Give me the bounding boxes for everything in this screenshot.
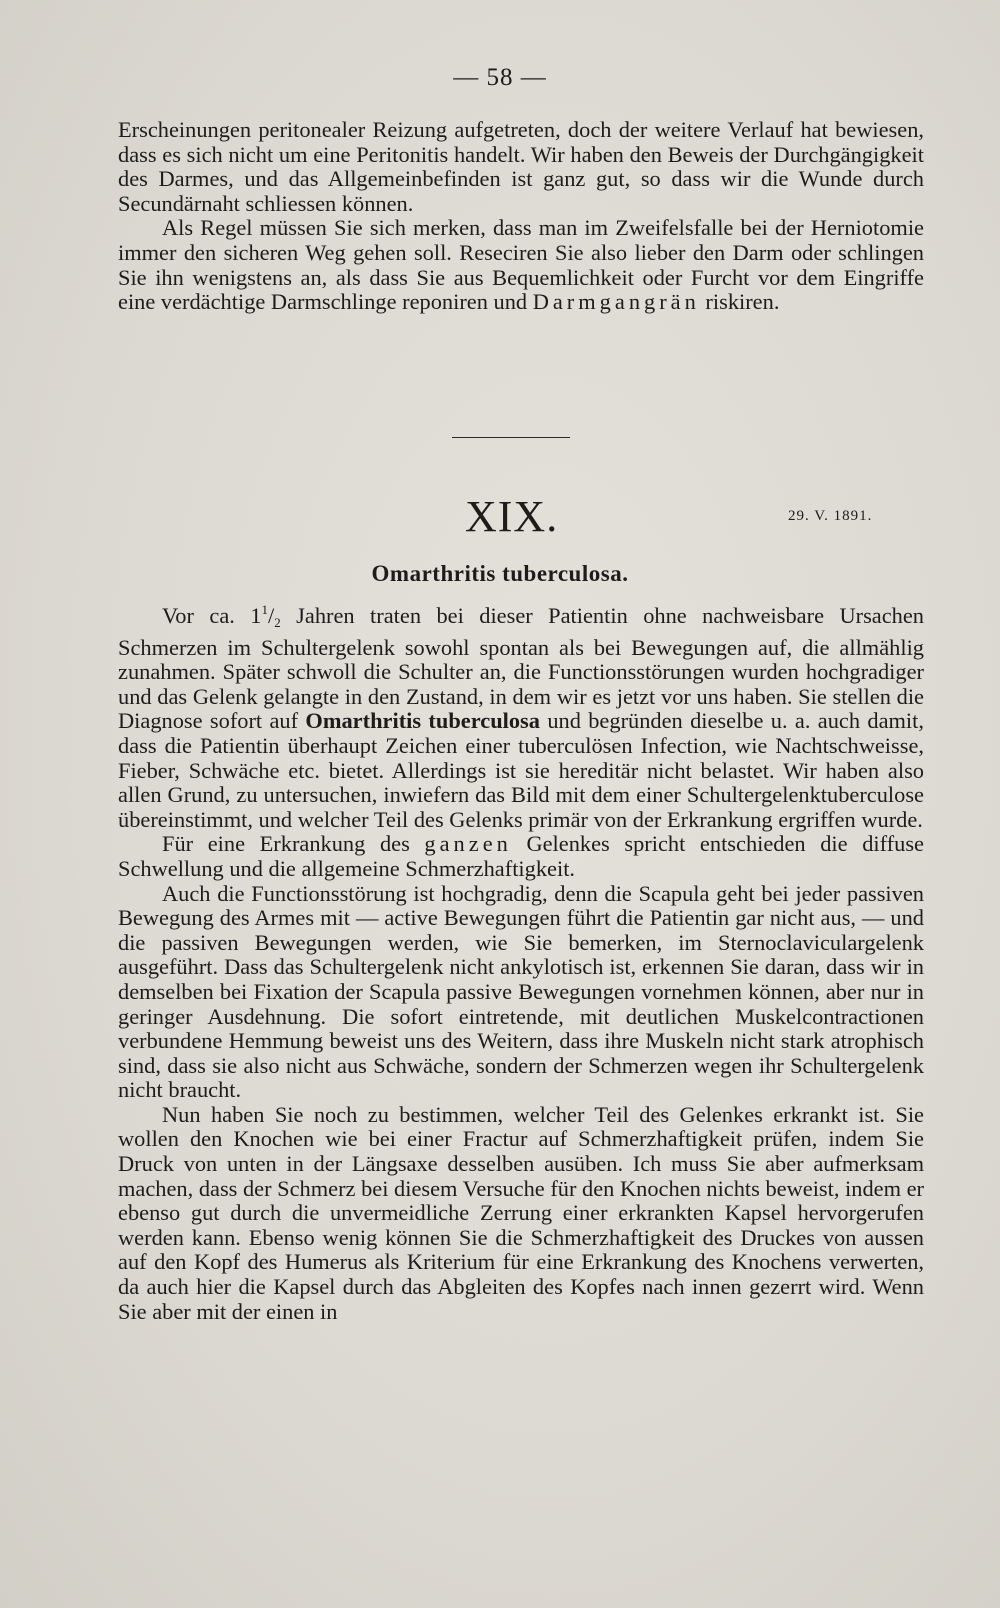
paragraph [118,832,924,881]
paragraph: Auch die Functionsstörung ist hochgradig, denn die Scapula geht bei jeder passiven Bewegung des Armes mit — active Bewegungen führt die Patientin gar nicht aus, — und die passiven Bewegungen werden, wie Sie bemerken, im Sternoclaviculargelenk ausgeführt. Dass das Schultergelenk nicht ankylotisch ist, erkennen Sie daran, dass wir in demselben bei Fixation der Scapula passive Bewegungen vornehmen können, aber nur in geringer Ausdehnung. Die sofort eintretende, mit deutlichen Muskelcontractionen verbundene Hemmung beweist uns des Weitern, dass ihre Muskeln nicht stark atrophisch sind, dass sie also nicht aus Schwäche, sondern der Schmerzen wegen ihr Schultergelenk nicht braucht. [118,880,924,1103]
paragraph: Erscheinungen peritonealer Reizung aufgetreten, doch der weitere Verlauf hat bewiesen, dass es sich nicht um eine Peritonitis handelt. Wir haben den Beweis der Durchgängigkeit des Darmes, und das Allgemeinbefinden ist ganz gut, so dass wir die Wunde durch Secundärnaht schliessen können. [118,117,924,216]
text-run: Für eine Erkrankung des [162,831,410,857]
text-run: Als Regel müssen Sie sich merken, dass man im Zweifelsfalle bei der Herniotomie immer den sicheren Weg gehen soll. Reseciren Sie also lieber den Darm oder schlingen Sie ihn wenigstens an, als dass Sie aus Bequemlichkeit oder Furcht vor dem Eingriffe eine verdächtige Darmschlinge reponiren und [118,215,924,315]
text-run: Vor ca. 1 [162,603,262,628]
text-run: Jahren traten bei dieser Patientin ohne nachweisbare Ursachen Schmerzen im Schultergelenk sowohl spontan als bei Bewegungen auf, die allmählig zunahmen. Später schwoll die Schulter an, die Functionsstörungen wurden hochgradiger und das Gelenk gelangte in den Zustand, in dem wir es jetzt vor uns haben. Sie stellen die Diagnose sofort auf [118,603,924,734]
bold-emphasis: Omarthritis tuberculosa [305,708,540,734]
text-run: Gelenkes spricht entschieden die diffuse Schwellung und die allgemeine Schmerzhaftigkeit. [118,831,924,881]
paragraph: Nun haben Sie noch zu bestimmen, welcher Teil des Gelenkes erkrankt ist. Sie wollen den Knochen wie bei einer Fractur auf Schmerzhaftigkeit prüfen, indem Sie Druck von unten in der Längsaxe desselben ausüben. Ich muss Sie aber aufmerksam machen, dass der Schmerz bei diesem Versuche für den Knochen nichts beweist, indem er ebenso gut durch die unvermeidliche Zerrung einer erkrankten Kapsel hervorgerufen werden kann. Ebenso wenig können Sie die Schmerzhaftigkeit des Druckes von aussen auf den Kopf des Humerus als Kriterium für eine Erkrankung des Knochens verwerten, da auch hier die Kapsel durch das Abgleiten des Kopfes nach innen gezerrt wird. Wenn Sie aber mit der einen in [118,1101,925,1324]
spaced-emphasis: ganzen [424,831,512,857]
page-number: — 58 — [453,64,547,91]
section-divider [452,437,570,438]
section-date: 29. V. 1891. [788,508,873,524]
fraction-denominator: 2 [274,615,281,630]
section-number: XIX. [465,492,559,541]
fraction-numerator: 1 [261,602,268,617]
text-block-continued [118,118,924,315]
paragraph: Vor ca. $1^1/_2$ Jahren traten bei dieser Patientin ohne nachweisbare Ursachen Schmerzen im Schultergelenk sowohl spontan als bei Bewegungen auf, die allmählig zunahmen. Später schwoll die Schulter an, die Functionsstörungen wurden hochgradiger und das Gelenk gelangte in den Zustand, in dem wir es jetzt vor uns haben. Sie stellen die Diagnose sofort auf Omarthritis tuberculosa und begründen dieselbe u. a. auch damit, dass die Patientin überhaupt Zeichen einer tuberculösen Infection, wie Nachtschweisse, Fieber, Schwäche etc. bietet. Allerdings ist sie hereditär nicht belastet. Wir haben also allen Grund, zu untersuchen, inwiefern das Bild mit dem einer Schultergelenktuberculose übereinstimmt, und welcher Teil des Gelenks primär von der Erkrankung ergriffen wurde. [118,602,924,832]
text-run: und begründen dieselbe u. a. auch damit, dass die Patientin überhaupt Zeichen einer tuberculösen Infection, wie Nachtschweisse, Fieber, Schwäche etc. bietet. Allerdings ist sie hereditär nicht belastet. Wir haben also allen Grund, zu untersuchen, inwiefern das Bild mit dem einer Schultergelenktuberculose übereinstimmt, und welcher Teil des Gelenks primär von der Erkrankung ergriffen wurde. [118,708,924,832]
section-title: Omarthritis tuberculosa. [371,561,629,586]
text-run: riskiren. [705,289,780,315]
paragraph [118,216,924,314]
spaced-emphasis: Darmgangrän [532,289,700,315]
text-block-section [118,598,924,1324]
